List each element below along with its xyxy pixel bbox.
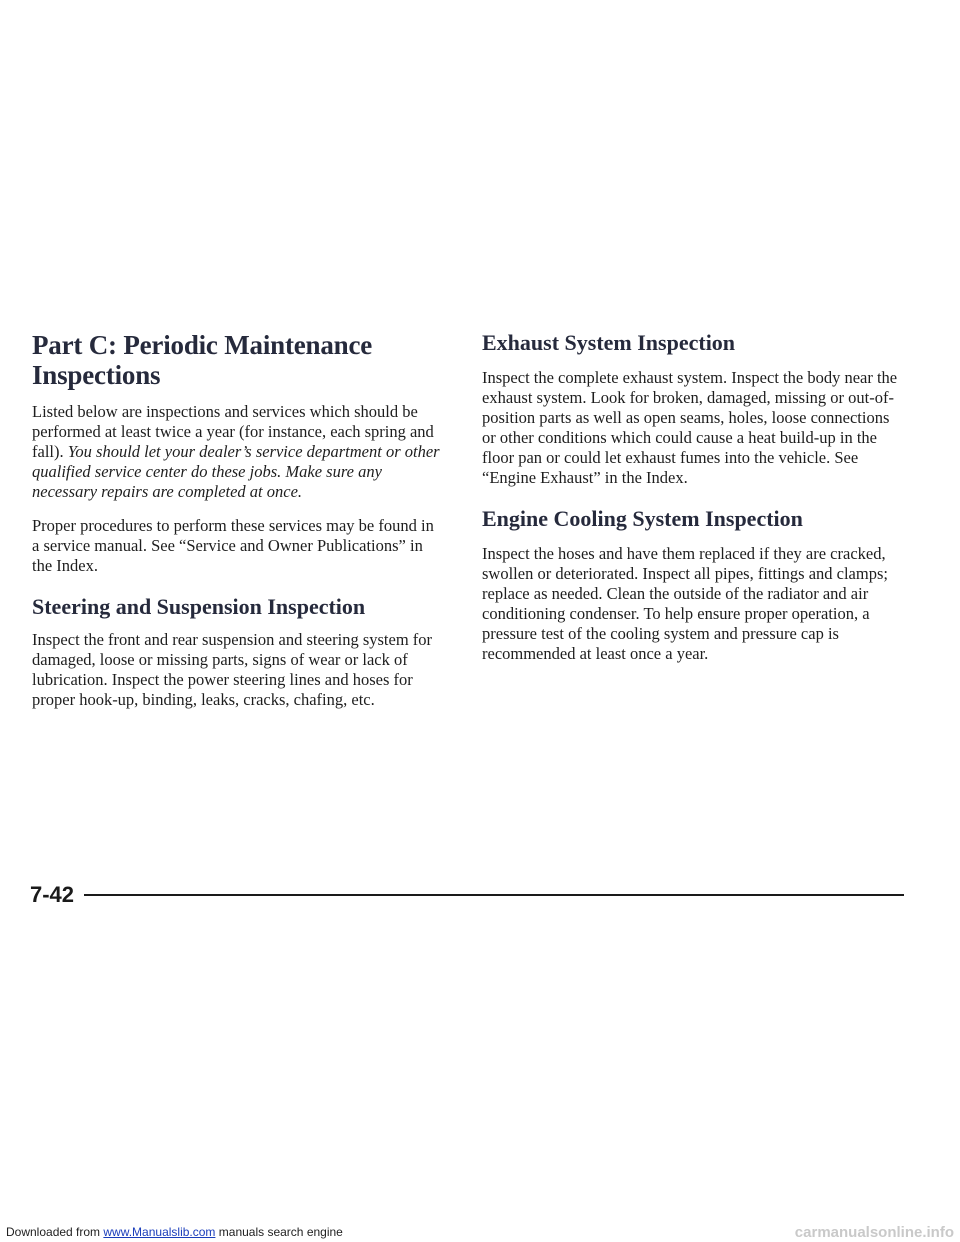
- intro-italic-text: You should let your dealer’s service department or other qualified service center do these jobs. Make sure any necessary repairs are completed at once.: [32, 442, 440, 501]
- left-column: [32, 330, 444, 724]
- footer-rule: [84, 894, 904, 896]
- banner-suffix: manuals search engine: [215, 1225, 343, 1239]
- cooling-heading: Engine Cooling System Inspection: [482, 506, 803, 531]
- banner-text: [6, 1225, 343, 1239]
- page-number: 7-42: [30, 882, 75, 907]
- exhaust-heading: Exhaust System Inspection: [482, 330, 736, 355]
- banner-prefix: Downloaded from: [6, 1225, 104, 1239]
- page-title: Part C: Periodic Maintenance Inspections: [32, 330, 373, 390]
- steering-paragraph: Inspect the front and rear suspension and steering system for damaged, loose or missing parts, signs of wear or lack of lubrication. Inspect the power steering lines and hoses for proper hook-up, binding, leaks, cracks, chafing, etc.: [32, 630, 433, 709]
- right-column: [482, 330, 904, 678]
- cooling-paragraph: Inspect the hoses and have them replaced if they are cracked, swollen or deteriorated. Inspect all pipes, fittings and clamps; replace as needed. Clean the outside of the radiator and air conditioning condenser. To help ensure proper operation, a pressure test of the cooling system and pressure cap is recommended at least once a year.: [482, 544, 888, 663]
- intro-paragraph: [32, 402, 444, 502]
- watermark-text: carmanualsonline.info: [794, 1223, 954, 1241]
- steering-heading: Steering and Suspension Inspection: [32, 594, 366, 619]
- page-footer: [30, 880, 904, 910]
- manualslib-link[interactable]: www.Manualslib.com: [103, 1225, 216, 1239]
- procedures-paragraph: Proper procedures to perform these services may be found in a service manual. See “Service and Owner Publications” in the Index.: [32, 516, 434, 575]
- intro-plain-text: Listed below are inspections and services which should be performed at least twice a year (for instance, each spring and fall).: [32, 402, 434, 461]
- exhaust-paragraph: Inspect the complete exhaust system. Inspect the body near the exhaust system. Look for broken, damaged, missing or out-of-position parts as well as open seams, holes, loose connections or other conditions which could cause a heat build-up in the floor pan or could let exhaust fumes into the vehicle. See “Engine Exhaust” in the Index.: [482, 368, 898, 487]
- download-banner: [0, 1222, 960, 1242]
